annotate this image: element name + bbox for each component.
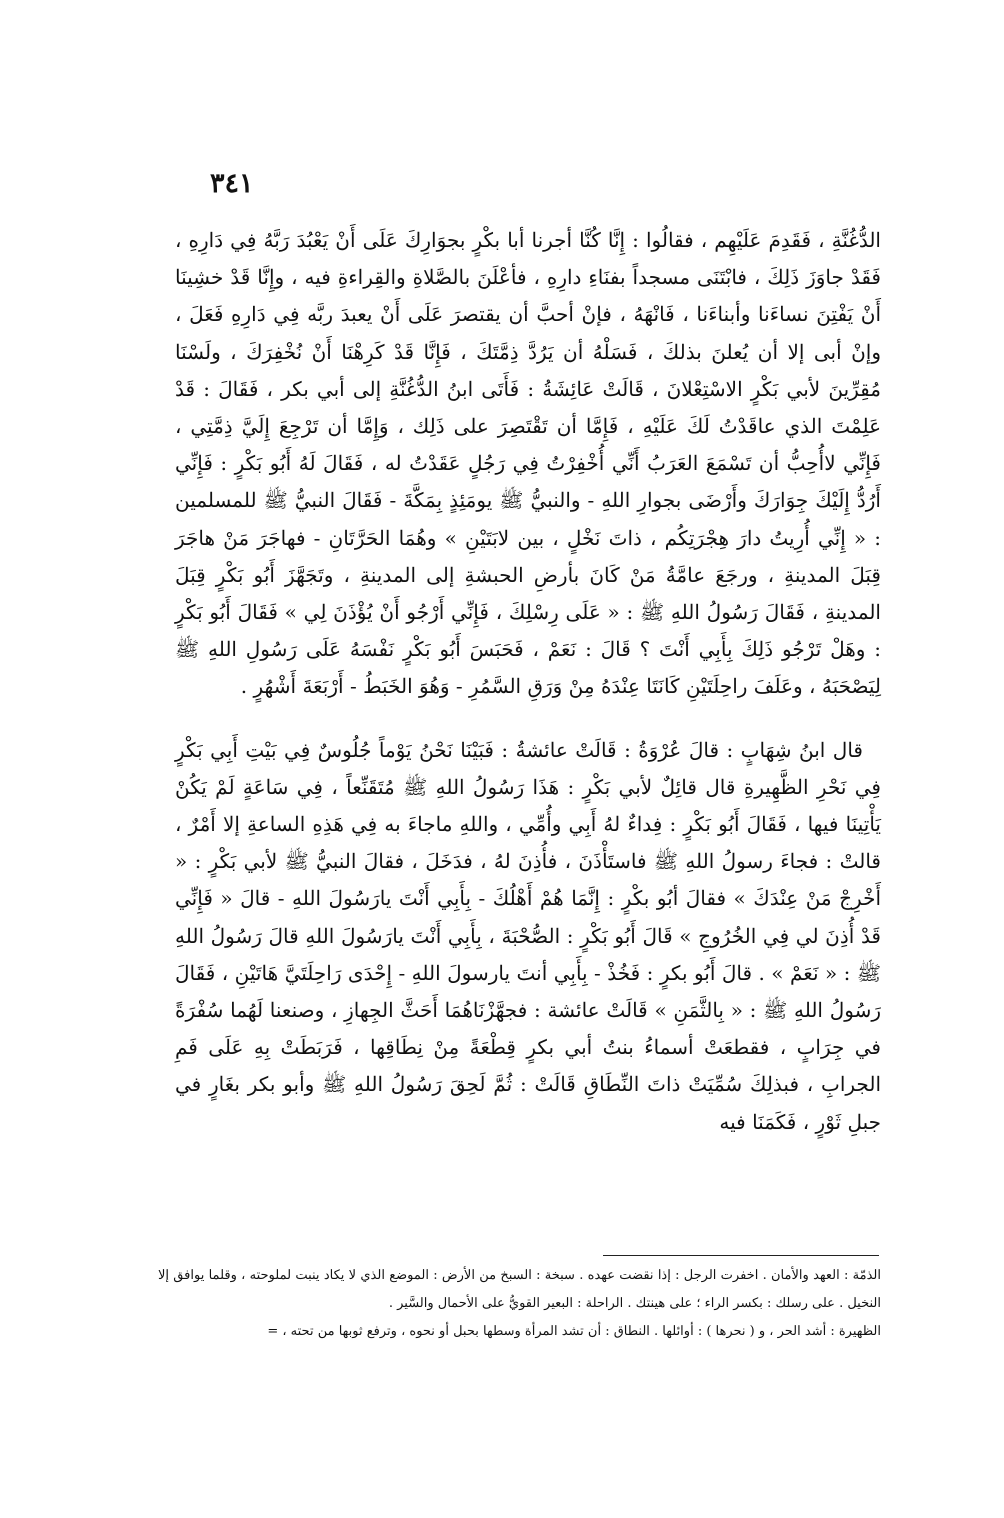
footnote: الظهيرة : أشد الحر ، و ( نحرها ) : أوائلها . النطاق : أن تشد المرأة وسطها بحبل أو نحوه ، وترفع ثوبها من تحته ، = [267, 1324, 881, 1339]
footnote: الذمّة : العهد والأمان . اخفرت الرجل : إذا نقضت عهده . سبخة : السبخ من الأرض : الموضع الذي لا يكاد ينبت لملوحته ، وقلما يوافق إلا النخيل . على رسلك : بكسر الراء ؛ على هينتك . الراحلة : البعير القويُّ على الأحمال والسَّير . [158, 1268, 881, 1311]
paragraph: قال ابنُ شِهَابٍ : قالَ عُرْوَةُ : قَالَتْ عائشةُ : فَبَيْنَا نَحْنُ يَوْماً جُلُوسٌ فِي بَيْتِ أَبِي بَكْرٍ فِي نَحْرِ الظَّهِيرةِ قال قائِلٌ لأبي بَكْرٍ : هَذَا رَسُولُ اللهِ ﷺ مُتَقَنِّعاً ، فِي سَاعَةٍ لَمْ يَكُنْ يَأْتِينَا فيها ، فَقَالَ أَبُو بَكْرٍ : فِداءٌ لهُ أَبِي وأُمِّي ، واللهِ ماجاءَ به فِي هَذِهِ الساعةِ إلا أَمْرٌ ، قالتْ : فجاءَ رسولُ اللهِ ﷺ فاستَأْذَنَ ، فأُذِنَ لهُ ، فدَخَلَ ، فقالَ النبيُّ ﷺ لأبي بَكْرٍ : « أَخْرِجْ مَنْ عِنْدَكَ » فقالَ أبُو بكْرٍ : إِنَّمَا هُمْ أَهْلُكَ - بِأَبِي أَنْتَ يارَسُولَ اللهِ - قالَ « فَإِنِّي قَدْ أُذِنَ لي فِي الخُرُوجِ » قَالَ أَبُو بَكْرٍ : الصُّحْبَةَ ، بِأَبِي أَنْتَ يارَسُولَ اللهِ قالَ رَسُولُ اللهِ ﷺ : « نَعَمْ » . قالَ أَبُو بكرٍ : فَخُذْ - بِأَبِي أنتَ يارسولَ اللهِ - إِحْدَى رَاحِلَتَيَّ هَاتَيْنِ ، فَقَالَ رَسُولُ اللهِ ﷺ : « بِالثَّمَنِ » قَالَتْ عائشة : فجهَّزْنَاهُمَا أَحَثَّ الجِهازِ ، وصنعنا لَهُما سُفْرَةً في جِرَابٍ ، فقطعَتْ أسماءُ بنتُ أبي بكرٍ قِطْعَةً مِنْ نِطَاقِها ، فَرَبَطَتْ بِهِ عَلَى فَمِ الجرابِ ، فبذلِكَ سُمِّيَتْ ذاتَ النِّطَاقِ قَالَتْ : ثُمَّ لَحِقَ رَسُولُ اللهِ ﷺ وأبو بكر بغَارٍ في جبلِ ثَوْرٍ ، فَكَمَنَا فيه [175, 737, 882, 1134]
paragraph: الدُّغُنَّةِ ، فَقَدِمَ عَلَيْهِم ، فقالُوا : إِنَّا كُنَّا أجرنا أبا بكْرٍ بجوَارِكَ عَلَى أَنْ يَعْبُدَ رَبَّهُ فِي دَارِهِ ، فَقَدْ جاوَزَ ذَلِكَ ، فابْتَنَى مسجداً بفنَاءِ دارِهِ ، فأعْلَنَ بالصَّلاةِ والقِراءةِ فيه ، وإِنَّا قَدْ خشِينَا أَنْ يَفْتِنَ نساءَنا وأبناءَنا ، فَانْهَهُ ، فإنْ أحبَّ أن يقتصرَ عَلَى أَنْ يعبدَ ربَّه فِي دَارِهِ فَعَلَ ، وإنْ أبى إلا أن يُعلنَ بذلكَ ، فَسَلْهُ أن يَرُدَّ ذِمَّتَكَ ، فَإِنَّا قَدْ كَرِهْنَا أَنْ نُخْفِرَكَ ، ولَسْنَا مُقِرِّينَ لأبي بَكْرٍ الاسْتِعْلانَ ، قَالَتْ عَائِشَةُ : فَأَتَى ابنُ الدُّغُنَّةِ إلى أبي بكر ، فَقَالَ : قَدْ عَلِمْتَ الذي عاقَدْتُ لَكَ عَلَيْهِ ، فَإِمَّا أن تَقْتَصِرَ على ذَلِك ، وَإِمَّا أن تَرْجِعَ إِلَيَّ ذِمَّتِي ، فَإِنِّي لاأُحِبُّ أن تَسْمَعَ العَرَبُ أَنِّي أُخْفِرْتُ فِي رَجُلٍ عَقَدْتُ له ، فَقَالَ لَهُ أَبُو بَكْرٍ : فَإِنِّي أَرُدُّ إِلَيْكَ جِوَارَكَ وأَرْضَى بجوارِ اللهِ - والنبيُّ ﷺ يومَئِذٍ بِمَكَّةَ - فَقَالَ النبيُّ ﷺ للمسلمين : « إِنِّي أُرِيتُ دارَ هِجْرَتِكُم ، ذاتَ نَخْلٍ ، بين لابَتَيْنِ » وهُمَا الحَرَّتَانِ - فهاجَرَ مَنْ هاجَرَ قِبَلَ المدينةِ ، ورجَعَ عامَّةُ مَنْ كَانَ بأرضِ الحبشةِ إلى المدينةِ ، وتَجَهَّزَ أَبُو بَكْرٍ قِبَلَ المدينةِ ، فَقَالَ رَسُولُ اللهِ ﷺ : « عَلَى رِسْلِكَ ، فَإِنِّي أَرْجُو أَنْ يُؤْذَنَ لِي » فَقَالَ أَبُو بَكْرٍ : وهَلْ تَرْجُو ذَلِكَ بِأَبِي أَنْتَ ؟ قَالَ : نَعَمْ ، فَحَبَسَ أَبُو بَكْرٍ نَفْسَهُ عَلَى رَسُولِ اللهِ ﷺ لِيَصْحَبَهُ ، وعَلَفَ راحِلَتَيْنِ كَانَتَا عِنْدَهُ مِنْ وَرَقِ السَّمُرِ - وَهُوَ الخَبَطُ - أَرْبَعَةَ أَشْهُرٍ . [175, 228, 882, 699]
footnote-divider [603, 1255, 879, 1256]
page-number: ٣٤١ [210, 168, 254, 199]
main-text [175, 222, 881, 1141]
footnotes [158, 1262, 881, 1346]
